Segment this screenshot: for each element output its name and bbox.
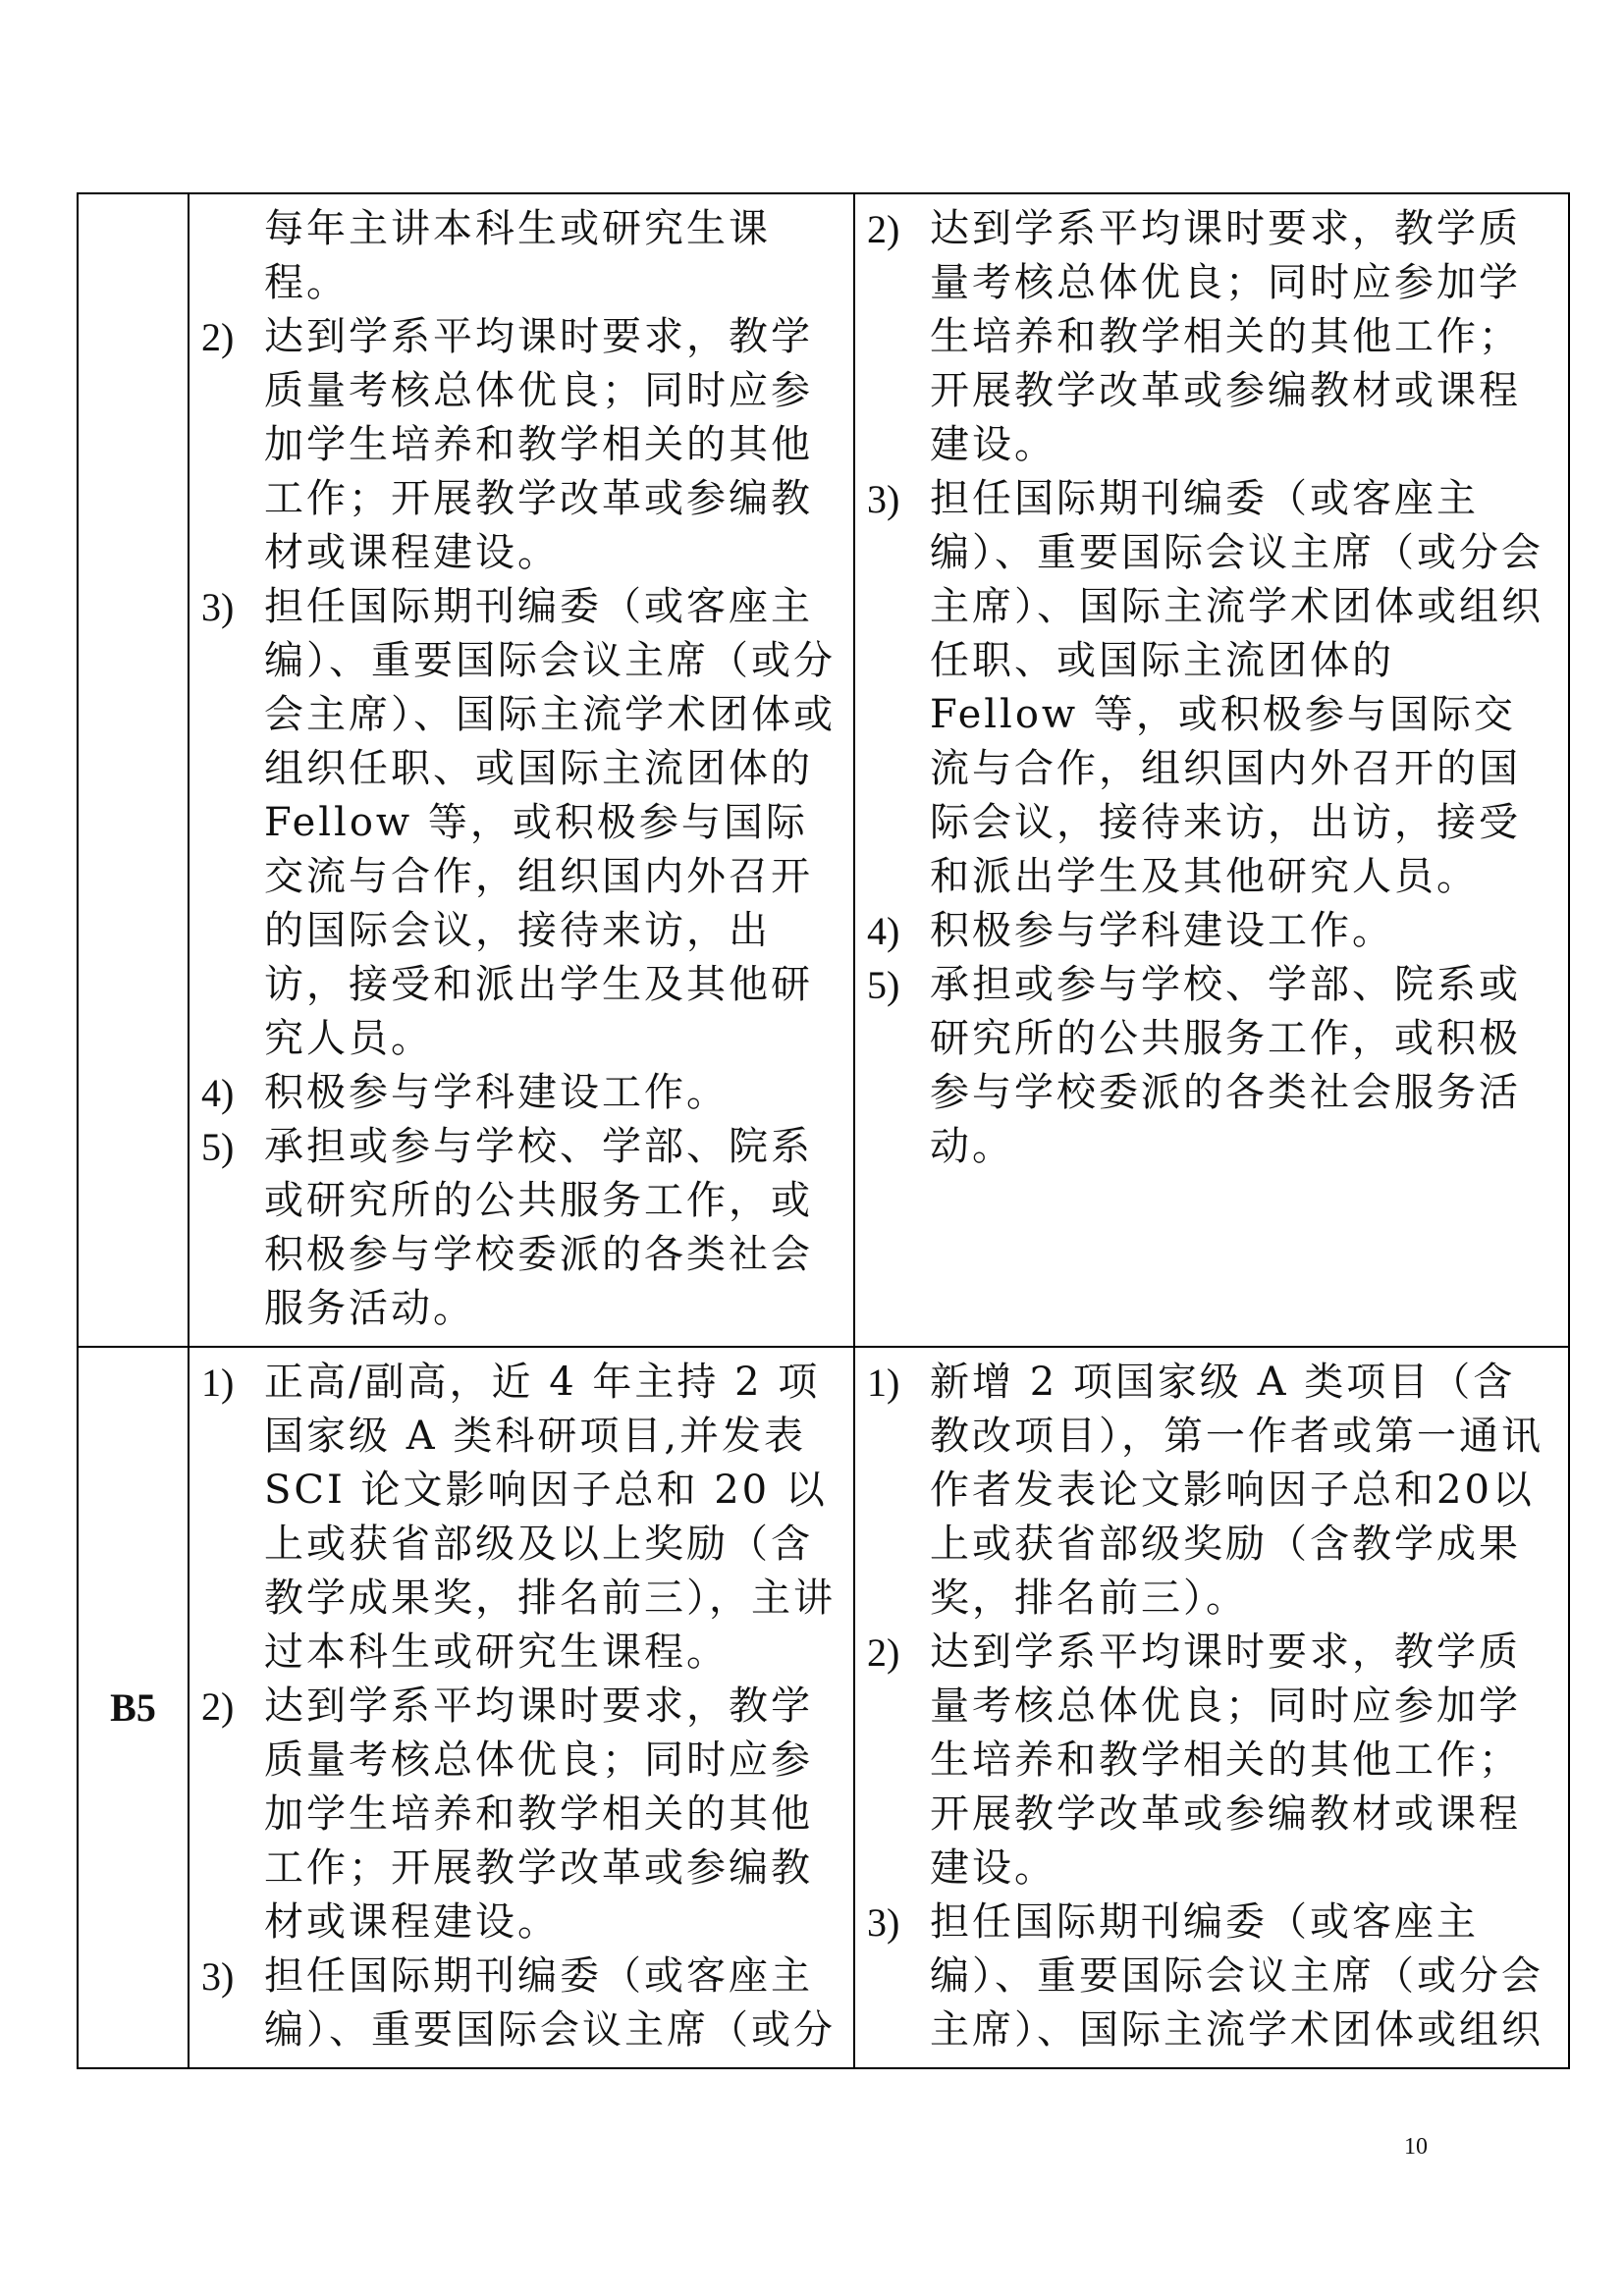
list-item: [867, 1626, 1554, 1896]
list-item: [201, 580, 839, 1066]
criteria-cell-a: [189, 193, 854, 1347]
list-item: [201, 1680, 839, 1949]
item-text: 达到学系平均课时要求，教学质量考核总体优良；同时应参加学生培养和教学相关的其他工作；开展教学改革或参编教材或课程建设。: [264, 1683, 813, 1945]
item-number: 2): [867, 1630, 900, 1675]
page-number: 10: [1404, 2134, 1428, 2160]
item-text: 新增 2 项国家级 A 类项目（含教改项目），第一作者或第一通讯作者发表论文影响因子总和20以上或获省部级奖励（含教学成果奖，排名前三）。: [930, 1360, 1543, 1621]
criteria-list: [189, 1348, 853, 2067]
list-item: [201, 202, 839, 310]
item-number: 1): [201, 1361, 235, 1405]
list-item: [867, 1896, 1554, 2057]
criteria-list: [855, 194, 1568, 1184]
criteria-list: [189, 194, 853, 1346]
level-code-cell: [78, 193, 189, 1347]
item-text: 承担或参与学校、学部、院系或研究所的公共服务工作，或积极参与学校委派的各类社会服务活动。: [264, 1124, 813, 1331]
criteria-list: [855, 1348, 1568, 2067]
item-number: 5): [201, 1125, 235, 1169]
item-text: 积极参与学科建设工作。: [264, 1070, 729, 1115]
item-text: 达到学系平均课时要求，教学质量考核总体优良；同时应参加学生培养和教学相关的其他工作；开展教学改革或参编教材或课程建设。: [264, 314, 813, 575]
item-number: 2): [867, 207, 900, 251]
item-text: 积极参与学科建设工作。: [930, 908, 1394, 953]
item-text: 正高/副高，近 4 年主持 2 项国家级 A 类科研项目,并发表 SCI 论文影响因子总和 20 以上或获省部级及以上奖励（含教学成果奖，排名前三），主讲过本科生或研究生课程。: [264, 1360, 836, 1675]
item-text: 达到学系平均课时要求，教学质量考核总体优良；同时应参加学生培养和教学相关的其他工作；开展教学改革或参编教材或课程建设。: [930, 1629, 1521, 1891]
list-item: [201, 1356, 839, 1680]
list-item: [867, 1356, 1554, 1626]
table-row: [78, 193, 1569, 1347]
table-row: [78, 1347, 1569, 2068]
list-item: [867, 958, 1554, 1174]
list-item: [201, 1120, 839, 1336]
standards-table: [77, 192, 1570, 2069]
item-number: 2): [201, 1684, 235, 1729]
item-text: 担任国际期刊编委（或客座主编）、重要国际会议主席（或分会主席）、国际主流学术团体或组织任职、或国际主流团体的 Fellow 等，或积极参与国际交流与合作，组织国内外召开的国际会议，接待来访，出访，接受和派出学生及其他研究人员。: [264, 584, 836, 1061]
item-number: 3): [867, 477, 900, 521]
item-number: 5): [867, 963, 900, 1007]
item-text: 每年主讲本科生或研究生课程。: [264, 206, 771, 305]
list-item: [867, 202, 1554, 472]
level-code: B5: [110, 1685, 156, 1730]
item-text: 担任国际期刊编委（或客座主编）、重要国际会议主席（或分会主席）、国际主流学术团体或组织: [930, 1899, 1543, 2053]
item-number: 2): [201, 315, 235, 359]
item-text: 担任国际期刊编委（或客座主编）、重要国际会议主席（或分会主席）、国际主流学术团体或组织任职、或国际主流团体的 Fellow 等，或积极参与国际交流与合作，组织国内外召开的国际会议，接待来访，出访，接受和派出学生及其他研究人员。: [930, 476, 1543, 899]
criteria-cell-b: [854, 1347, 1569, 2068]
item-number: 3): [201, 1954, 235, 1999]
list-item: [201, 310, 839, 580]
list-item: [201, 1949, 839, 2057]
item-text: 承担或参与学校、学部、院系或研究所的公共服务工作，或积极参与学校委派的各类社会服务活动。: [930, 962, 1521, 1169]
list-item: [201, 1066, 839, 1120]
list-item: [867, 904, 1554, 958]
criteria-cell-b: [854, 193, 1569, 1347]
item-text: 担任国际期刊编委（或客座主编）、重要国际会议主席（或分: [264, 1953, 836, 2053]
item-number: 3): [201, 585, 235, 629]
item-number: 3): [867, 1900, 900, 1945]
item-text: 达到学系平均课时要求，教学质量考核总体优良；同时应参加学生培养和教学相关的其他工作；开展教学改革或参编教材或课程建设。: [930, 206, 1521, 467]
item-number: 1): [867, 1361, 900, 1405]
level-code-cell: [78, 1347, 189, 2068]
list-item: [867, 472, 1554, 904]
criteria-cell-a: [189, 1347, 854, 2068]
item-number: 4): [867, 909, 900, 953]
item-number: 4): [201, 1071, 235, 1115]
